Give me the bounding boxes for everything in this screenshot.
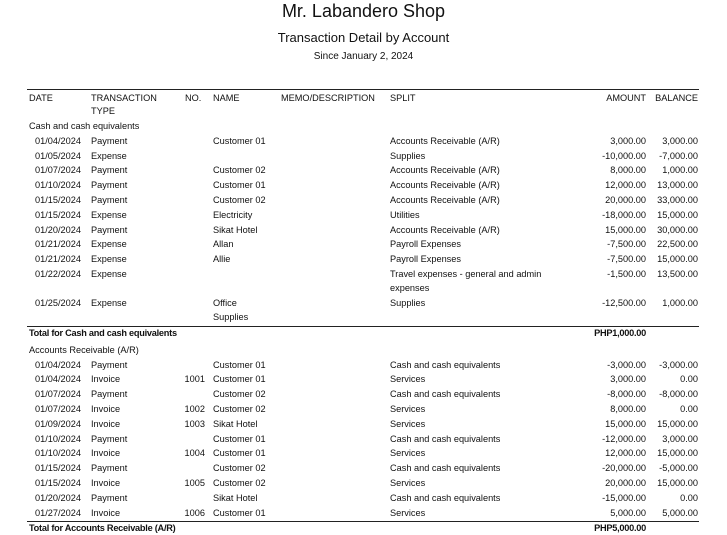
col-header-memo: MEMO/DESCRIPTION [281, 93, 375, 103]
row-balance: 1,000.00 [662, 165, 698, 176]
row-name: Electricity [213, 209, 253, 220]
row-date: 01/20/2024 [35, 492, 81, 503]
row-split: Utilities [390, 209, 420, 220]
row-split: Cash and cash equivalents [390, 389, 501, 400]
row-type: Invoice [91, 404, 121, 414]
row-no: 1003 [184, 418, 205, 429]
row-date: 01/07/2024 [35, 389, 81, 400]
row-no: 1004 [184, 448, 205, 459]
row-split: Services [390, 374, 426, 385]
row-type: Expense [91, 150, 127, 161]
row-amount: 3,000.00 [610, 374, 646, 385]
row-date: 01/07/2024 [35, 165, 81, 176]
row-name: Customer 02 [213, 165, 266, 176]
row-type: Expense [91, 298, 127, 308]
row-split: Cash and cash equivalents [390, 433, 501, 444]
row-date: 01/25/2024 [35, 298, 81, 308]
row-amount: 3,000.00 [610, 135, 646, 146]
row-balance: -3,000.00 [659, 359, 698, 370]
row-balance: 5,000.00 [662, 507, 698, 518]
row-split: Services [390, 404, 426, 414]
row-name: Customer 01 [213, 507, 266, 518]
row-type: Payment [91, 224, 128, 235]
row-balance: 0.00 [680, 374, 698, 385]
col-header-name: NAME [213, 93, 240, 103]
row-split: Services [390, 507, 426, 518]
row-no: 1001 [184, 374, 205, 385]
row-date: 01/27/2024 [35, 507, 81, 518]
row-split-line2: expenses [390, 283, 430, 293]
row-amount: -3,000.00 [607, 359, 646, 370]
row-balance: 15,000.00 [657, 418, 698, 429]
row-date: 01/20/2024 [35, 224, 81, 235]
row-type: Payment [91, 180, 128, 191]
row-name-line2: Supplies [213, 312, 249, 322]
row-split: Supplies [390, 150, 426, 161]
row-split: Accounts Receivable (A/R) [390, 165, 500, 176]
row-split: Travel expenses - general and admin [390, 269, 542, 279]
row-date: 01/22/2024 [35, 269, 81, 279]
report-date-range: Since January 2, 2024 [313, 51, 414, 62]
report-title: Transaction Detail by Account [277, 30, 450, 45]
row-balance: 13,500.00 [657, 269, 698, 279]
row-name: Customer 02 [213, 404, 266, 414]
row-type: Payment [91, 165, 128, 176]
row-name: Customer 02 [213, 195, 266, 205]
row-amount: 20,000.00 [605, 195, 646, 205]
row-date: 01/09/2024 [35, 418, 81, 429]
row-split: Cash and cash equivalents [390, 492, 501, 503]
row-type: Payment [91, 389, 128, 400]
row-date: 01/04/2024 [35, 359, 81, 370]
row-name: Customer 02 [213, 389, 266, 400]
row-split: Payroll Expenses [390, 254, 461, 265]
row-amount: 15,000.00 [605, 418, 646, 429]
col-header-split: SPLIT [390, 93, 416, 103]
section-title: Cash and cash equivalents [29, 121, 140, 131]
col-header-amount: AMOUNT [606, 93, 646, 103]
row-name: Allan [213, 239, 234, 250]
row-split: Supplies [390, 298, 426, 308]
row-type: Payment [91, 195, 128, 205]
row-type: Payment [91, 359, 128, 370]
section-total-label: Total for Cash and cash equivalents [29, 328, 177, 338]
row-amount: -12,000.00 [602, 433, 646, 444]
row-amount: 12,000.00 [605, 180, 646, 191]
row-type: Invoice [91, 418, 121, 429]
row-date: 01/07/2024 [35, 404, 81, 414]
row-date: 01/04/2024 [35, 135, 81, 146]
row-type: Expense [91, 239, 127, 250]
row-amount: -15,000.00 [602, 492, 646, 503]
row-amount: -8,000.00 [607, 389, 646, 400]
row-name: Sikat Hotel [213, 224, 258, 235]
section-total-label: Total for Accounts Receivable (A/R) [29, 523, 176, 534]
row-balance: 13,000.00 [657, 180, 698, 191]
row-amount: -10,000.00 [602, 150, 646, 161]
row-date: 01/21/2024 [35, 254, 81, 265]
row-balance: 30,000.00 [657, 224, 698, 235]
row-balance: -5,000.00 [659, 463, 698, 474]
row-balance: 22,500.00 [657, 239, 698, 250]
row-name: Customer 02 [213, 478, 266, 488]
row-name: Sikat Hotel [213, 492, 258, 503]
row-type: Payment [91, 433, 128, 444]
col-header-balance: BALANCE [655, 93, 698, 103]
row-balance: 1,000.00 [662, 298, 698, 308]
row-balance: 3,000.00 [662, 433, 698, 444]
row-date: 01/04/2024 [35, 374, 81, 385]
row-split: Cash and cash equivalents [390, 359, 501, 370]
row-amount: 8,000.00 [610, 404, 646, 414]
row-balance: 0.00 [680, 404, 698, 414]
row-amount: -7,500.00 [607, 239, 646, 250]
row-type: Invoice [91, 374, 121, 385]
row-amount: -7,500.00 [607, 254, 646, 265]
row-split: Accounts Receivable (A/R) [390, 135, 500, 146]
row-split: Services [390, 418, 426, 429]
row-amount: 5,000.00 [610, 507, 646, 518]
row-type: Invoice [91, 507, 121, 518]
section-total-amount: PHP5,000.00 [594, 523, 646, 534]
row-split: Services [390, 448, 426, 459]
col-header-type-line2: TYPE [91, 106, 115, 116]
row-balance: 15,000.00 [657, 478, 698, 488]
row-type: Payment [91, 463, 128, 474]
row-balance: 15,000.00 [657, 448, 698, 459]
row-type: Invoice [91, 448, 121, 459]
row-balance: -7,000.00 [659, 150, 698, 161]
row-name: Allie [213, 254, 231, 265]
row-balance: 15,000.00 [657, 209, 698, 220]
row-amount: -18,000.00 [602, 209, 646, 220]
section-total-amount: PHP1,000.00 [594, 328, 646, 338]
row-split: Cash and cash equivalents [390, 463, 501, 474]
row-name: Customer 01 [213, 433, 266, 444]
row-name: Office [213, 298, 237, 308]
row-type: Expense [91, 254, 127, 265]
row-balance: -8,000.00 [659, 389, 698, 400]
row-date: 01/10/2024 [35, 448, 81, 459]
row-no: 1005 [184, 478, 205, 488]
row-balance: 15,000.00 [657, 254, 698, 265]
row-date: 01/15/2024 [35, 195, 81, 205]
col-header-date: DATE [29, 93, 53, 103]
row-date: 01/15/2024 [35, 478, 81, 488]
row-amount: 8,000.00 [610, 165, 646, 176]
row-balance: 33,000.00 [657, 195, 698, 205]
row-name: Customer 01 [213, 180, 266, 191]
row-split: Payroll Expenses [390, 239, 461, 250]
row-date: 01/15/2024 [35, 463, 81, 474]
col-header-no: NO. [185, 93, 202, 103]
shop-name: Mr. Labandero Shop [281, 1, 446, 21]
row-date: 01/05/2024 [35, 150, 81, 161]
row-type: Payment [91, 492, 128, 503]
row-amount: 20,000.00 [605, 478, 646, 488]
row-split: Accounts Receivable (A/R) [390, 180, 500, 191]
section-title: Accounts Receivable (A/R) [29, 344, 139, 355]
row-name: Customer 01 [213, 374, 266, 385]
row-no: 1002 [184, 404, 205, 414]
row-amount: -1,500.00 [607, 269, 646, 279]
row-type: Expense [91, 269, 127, 279]
row-name: Customer 01 [213, 135, 266, 146]
row-balance: 3,000.00 [662, 135, 698, 146]
row-type: Payment [91, 135, 128, 146]
row-name: Customer 02 [213, 463, 266, 474]
row-date: 01/10/2024 [35, 180, 81, 191]
row-name: Customer 01 [213, 359, 266, 370]
row-amount: -20,000.00 [602, 463, 646, 474]
row-name: Sikat Hotel [213, 418, 258, 429]
row-date: 01/21/2024 [35, 239, 81, 250]
row-date: 01/10/2024 [35, 433, 81, 444]
col-header-type: TRANSACTION [91, 93, 157, 103]
row-type: Expense [91, 209, 127, 220]
row-name: Customer 01 [213, 448, 266, 459]
row-amount: 12,000.00 [605, 448, 646, 459]
row-type: Invoice [91, 478, 121, 488]
row-split: Accounts Receivable (A/R) [390, 224, 500, 235]
row-amount: -12,500.00 [602, 298, 646, 308]
row-balance: 0.00 [680, 492, 698, 503]
row-no: 1006 [184, 507, 205, 518]
row-split: Accounts Receivable (A/R) [390, 195, 500, 205]
row-split: Services [390, 478, 426, 488]
row-date: 01/15/2024 [35, 209, 81, 220]
row-amount: 15,000.00 [605, 224, 646, 235]
